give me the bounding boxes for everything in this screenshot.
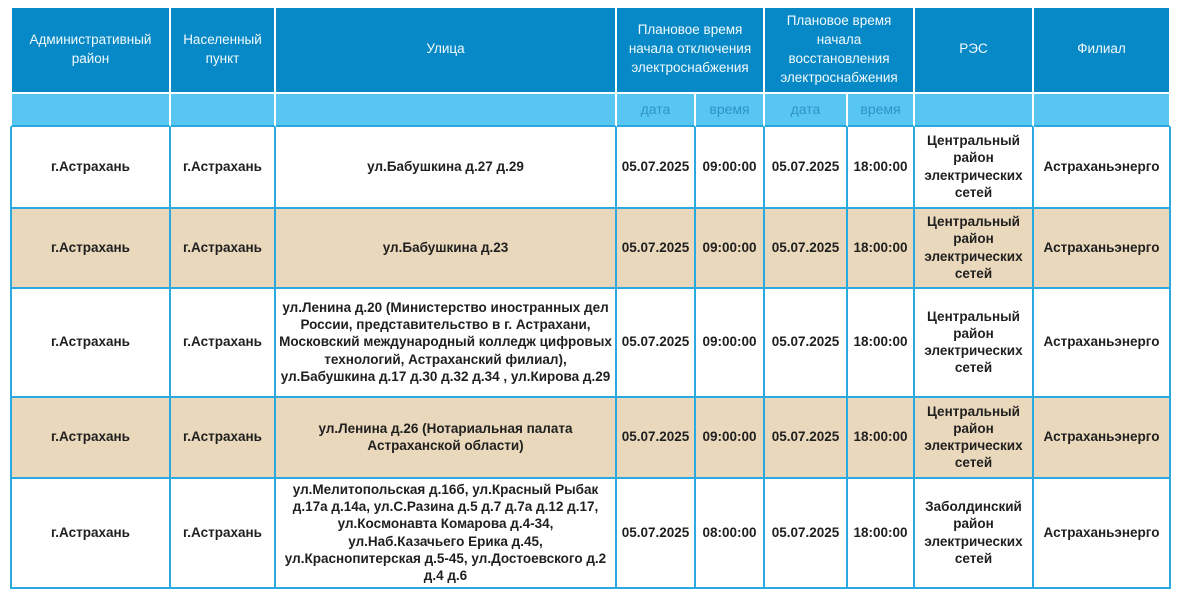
cell-rest-time: 18:00:00	[848, 209, 915, 289]
cell-res: Центральный район электрических сетей	[915, 127, 1034, 209]
col-header-district: Административный район	[10, 8, 171, 94]
cell-branch: Астраханьэнерго	[1034, 209, 1171, 289]
cell-res: Центральный район электрических сетей	[915, 209, 1034, 289]
cell-off-time: 09:00:00	[696, 398, 765, 479]
cell-rest-date: 05.07.2025	[765, 127, 848, 209]
cell-branch: Астраханьэнерго	[1034, 127, 1171, 209]
cell-rest-time: 18:00:00	[848, 398, 915, 479]
table-row	[10, 209, 1171, 289]
cell-branch: Астраханьэнерго	[1034, 479, 1171, 589]
cell-district: г.Астрахань	[10, 127, 171, 209]
cell-rest-date: 05.07.2025	[765, 209, 848, 289]
outage-schedule	[10, 8, 1179, 589]
cell-res: Центральный район электрических сетей	[915, 289, 1034, 398]
cell-district: г.Астрахань	[10, 289, 171, 398]
cell-settlement: г.Астрахань	[171, 479, 276, 589]
cell-branch: Астраханьэнерго	[1034, 289, 1171, 398]
cell-street: ул.Бабушкина д.27 д.29	[276, 127, 617, 209]
cell-res: Заболдинский район электрических сетей	[915, 479, 1034, 589]
cell-settlement: г.Астрахань	[171, 398, 276, 479]
col-header-res: РЭС	[915, 8, 1034, 94]
cell-street: ул.Бабушкина д.23	[276, 209, 617, 289]
cell-settlement: г.Астрахань	[171, 209, 276, 289]
cell-off-time: 09:00:00	[696, 209, 765, 289]
cell-district: г.Астрахань	[10, 479, 171, 589]
header-row-sub	[10, 94, 1171, 127]
subheader-restore-date: дата	[765, 94, 848, 127]
col-header-restore-start: Плановое время начала восстановления электроснабжения	[765, 8, 915, 94]
cell-street: ул.Ленина д.20 (Министерство иностранных дел России, представительство в г. Астрахани, Московский международный колледж цифровых технологий, Астраханский филиал), ул.Бабушкина д.17 д.30 д.32 д.34 , ул.Кирова д.29	[276, 289, 617, 398]
cell-rest-time: 18:00:00	[848, 479, 915, 589]
cell-branch: Астраханьэнерго	[1034, 398, 1171, 479]
cell-street: ул.Мелитопольская д.16б, ул.Красный Рыбак д.17а д.14а, ул.С.Разина д.5 д.7 д.7а д.12 д.17, ул.Космонавта Комарова д.4-34, ул.Наб.Казачьего Ерика д.45, ул.Краснопитерская д.5-45, ул.Достоевского д.2 д.4 д.6	[276, 479, 617, 589]
cell-off-date: 05.07.2025	[617, 479, 696, 589]
subheader-empty	[10, 94, 171, 127]
table-row	[10, 398, 1171, 479]
cell-rest-time: 18:00:00	[848, 289, 915, 398]
cell-off-time: 08:00:00	[696, 479, 765, 589]
cell-off-time: 09:00:00	[696, 289, 765, 398]
subheader-outage-time: время	[696, 94, 765, 127]
table-body	[10, 127, 1171, 589]
cell-district: г.Астрахань	[10, 398, 171, 479]
cell-off-date: 05.07.2025	[617, 127, 696, 209]
cell-district: г.Астрахань	[10, 209, 171, 289]
header-row-main	[10, 8, 1171, 94]
table-header	[10, 8, 1171, 127]
cell-off-time: 09:00:00	[696, 127, 765, 209]
subheader-empty	[1034, 94, 1171, 127]
cell-off-date: 05.07.2025	[617, 398, 696, 479]
subheader-empty	[276, 94, 617, 127]
subheader-outage-date: дата	[617, 94, 696, 127]
cell-off-date: 05.07.2025	[617, 209, 696, 289]
cell-settlement: г.Астрахань	[171, 127, 276, 209]
cell-res: Центральный район электрических сетей	[915, 398, 1034, 479]
col-header-street: Улица	[276, 8, 617, 94]
subheader-empty	[171, 94, 276, 127]
subheader-empty	[915, 94, 1034, 127]
table-row	[10, 289, 1171, 398]
cell-rest-date: 05.07.2025	[765, 398, 848, 479]
col-header-settlement: Населенный пункт	[171, 8, 276, 94]
cell-rest-time: 18:00:00	[848, 127, 915, 209]
cell-rest-date: 05.07.2025	[765, 289, 848, 398]
col-header-branch: Филиал	[1034, 8, 1171, 94]
table-row	[10, 127, 1171, 209]
cell-rest-date: 05.07.2025	[765, 479, 848, 589]
cell-settlement: г.Астрахань	[171, 289, 276, 398]
cell-off-date: 05.07.2025	[617, 289, 696, 398]
table-row	[10, 479, 1171, 589]
cell-street: ул.Ленина д.26 (Нотариальная палата Астраханской области)	[276, 398, 617, 479]
col-header-outage-start: Плановое время начала отключения электроснабжения	[617, 8, 765, 94]
outage-table	[10, 8, 1171, 589]
subheader-restore-time: время	[848, 94, 915, 127]
